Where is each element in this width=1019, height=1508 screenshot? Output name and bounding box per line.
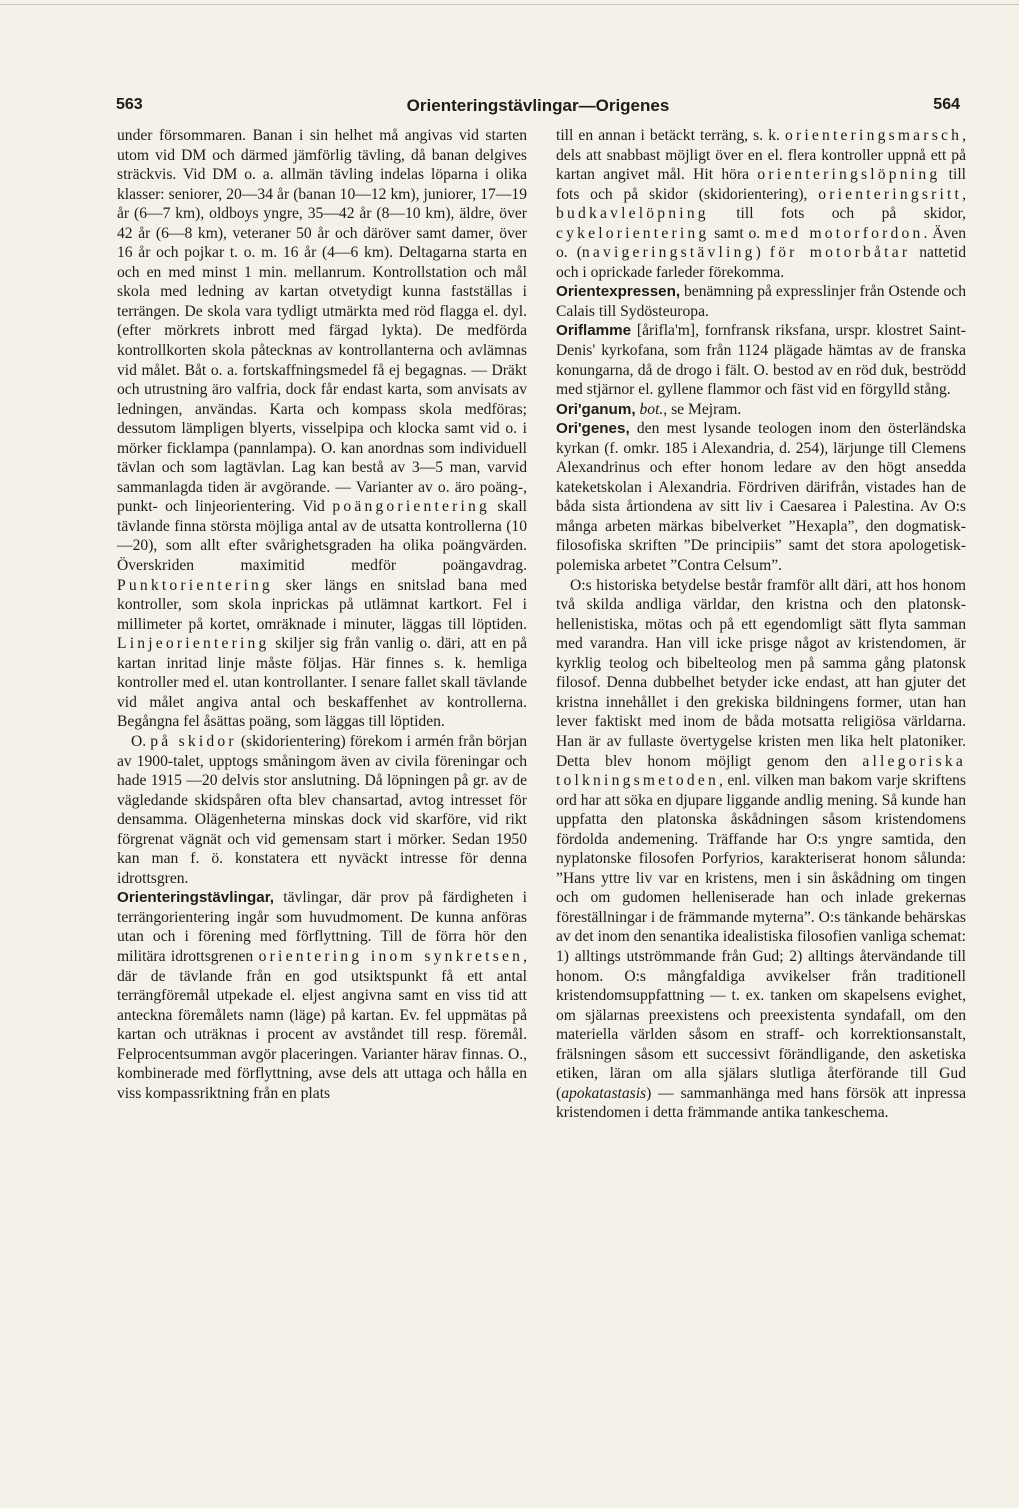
running-title: Orienteringstävlingar—Origenes xyxy=(406,96,670,115)
page-edge-line xyxy=(0,4,1019,5)
text-run: skall tävlande finna största möjliga antal av de utsatta kontrollerna (10—20), som allt efter svårighetsgraden ha olika poängvärden. Överskriden maximitid medför poängavdrag. xyxy=(117,498,527,575)
text-run: till fots och på skidor, xyxy=(708,205,966,223)
spaced-term: orientering inom synkretsen xyxy=(258,947,524,965)
text-run: [årifla'm], fornfransk riksfana, urspr. klostret Saint-Denis' kyrkofana, som från 1124 plägade hämtas av de franska konungarna, då de drogo i fält. O. bestod av en röd duk, beströdd med stjärnor el. gyllene flammor och fäst vid en förgylld stång. xyxy=(556,322,966,399)
text-run: sker längs en snitslad bana med kontroller, som skola inprickas på utlämnat kartkort. Fel i millimeter på kortet, omräknade i minuter, läggas till löptiden. xyxy=(117,576,527,633)
entry-oriflamme xyxy=(556,321,966,399)
text-run: till en annan i betäckt terräng, s. k. xyxy=(556,127,785,144)
text-run: skiljer sig från vanlig o. däri, att en på kartan inritad linje måste följas. Här finnes s. k. hemliga kontroller med el. utan kontrollanter. I senare fallet skall tävlande vid målet angiva antal och beskaffenhet av kontrollerna. Begångna fel åsättas poäng, som läggas till löptiden. xyxy=(117,635,527,731)
page-header xyxy=(116,96,960,118)
text-run: den mest lysande teologen inom den österländska kyrkan (f. omkr. 185 i Alexandria, d. 254), lärjunge till Clemens Alexandrinus och efter honom ledare av den högt ansedda kateketskolan i Alexandria. Fördriven därifrån, vistades han de båda sista årtiondena av sitt liv i Caesarea i Palestina. Av O:s många arbeten märkas bibelverket ”Hexapla”, den dogmatisk-filosofiska skriften ”De principiis” samt det stora apologetisk-polemiska arbetet ”Contra Celsum”. xyxy=(556,420,966,575)
spaced-term: med motorfordon xyxy=(765,224,924,242)
spaced-term: orienteringsmarsch xyxy=(784,127,963,144)
spaced-term: på skidor xyxy=(150,732,237,750)
entry-headword: Orientexpressen, xyxy=(556,283,681,301)
entry-headword: Ori'genes, xyxy=(556,420,630,438)
spaced-term: orienteringsritt xyxy=(818,185,963,203)
spaced-term: Linjeorientering xyxy=(117,635,270,653)
spaced-term: cykelorientering xyxy=(556,224,710,242)
spaced-term: allegoriska tolkningsmetoden xyxy=(556,752,966,790)
text-run: ) — sammanhänga med hans försök att inpressa kristendomen i detta främmande antika tankeschema. xyxy=(556,1084,966,1122)
paragraph-origenes-significance xyxy=(556,576,966,1123)
text-run: O. xyxy=(131,732,151,750)
spaced-term: navigeringstävling xyxy=(581,244,756,262)
spaced-term: för motorbåtar xyxy=(769,244,911,262)
text-run: samt o. xyxy=(709,224,765,242)
italic-term: apokatastasis xyxy=(561,1084,647,1102)
paragraph-orienteringstavlingar-continued xyxy=(556,126,966,282)
entry-origanum xyxy=(556,400,966,420)
entry-headword: Ori'ganum, xyxy=(556,400,636,418)
right-column xyxy=(556,126,966,1123)
page-number-left: 563 xyxy=(116,96,143,113)
paragraph-skidorientering xyxy=(117,732,527,888)
italic-abbreviation: bot. xyxy=(639,400,664,418)
text-run: , se Mejram. xyxy=(663,400,742,418)
entry-origenes xyxy=(556,419,966,575)
entry-headword: Orienteringstävlingar, xyxy=(117,889,274,907)
text-run: till fots och på skidor (skidorientering), xyxy=(556,166,966,203)
text-run: (skidorientering) förekom i armén från början av 1900-talet, upptogs småningom även av civila föreningar och hade 1915 —20 delvis stor anslutning. Då löpningen på gr. av de vägledande skidspåren ofta blev chansartad, avtog intresset för densamma. Olägenheterna minskas dock vid skarföre, vid rikt förgrenat vägnät och vid gemensam start i mörker. Sedan 1950 kan man f. ö. konstatera ett nyväckt intresse för denna idrottsgren. xyxy=(117,732,527,887)
text-run: O:s historiska betydelse består framför allt däri, att hos honom två skilda andliga världar, den kristna och den platonsk-hellenistiska, mötas och på ett egendomligt sätt flyta samman med varandra. Han vill icke prisge något av kristendomen, är kyrklig teolog och bibelteolog men på samma gång platonsk filosof. Denna dubbelhet betyder icke endast, att han gjuter det kristna innehållet i den grekiska bildningens former, utan han lever faktiskt med inom de båda motsatta religiösa världarna. Han är av fullaste övertygelse kristen men lika helt platoniker. Detta blev honom möjligt genom den xyxy=(556,576,966,770)
text-run: , där de tävlande från en god utsiktspunkt få ett antal terrängföremål utpekade el. eljest angivna samt en viss tid att anteckna föremålets namn (läge) på kartan. Ev. fel uppmätas på kartan och uträknas i procent av avståndet till resp. föremål. Felprocentsumman avgör placeringen. Varianter härav finnas. O., kombinerade med förflyttning, avse dels att uttaga och hålla en viss kompassriktning från en plats xyxy=(117,947,527,1102)
text-run: benämning på expresslinjer från Ostende och Calais till Sydösteuropa. xyxy=(556,283,966,320)
spaced-term: orienteringslöpning xyxy=(757,166,941,184)
text-run: ) xyxy=(755,244,770,262)
text-run: under försommaren. Banan i sin helhet må angivas vid starten utom vid DM och därmed jämförlig tävling, då banan delgives sträckvis. Vid DM o. a. allmän tävling indelas löparna i olika klasser: seniorer, 20—34 år (banan 10—12 km), juniorer, 17—19 år (6—7 km), oldboys yngre, 35—42 år (8—10 km), äldre, över 42 år (6—8 km), veteraner 50 år och däröver samt damer, över 16 år och pojkar t. o. m. 16 år (4—6 km). Deltagarna starta en och en med minst 1 min. mellanrum. Kontrollstation och mål skola med ledning av kartan otvetydigt kunna fastställas i terrängen. De skola vara tydligt utmärkta med röd flagga el. dyl. (efter mörkrets inbrott med färgad lykta). De medförda kontrollkorten skola påtecknas av kontrollanterna och avlämnas vid målet. Båt o. a. fortskaffningsmedel få ej begagnas. — Dräkt och utrustning äro valfria, dock får endast karta, som anvisats av ledningen, användas. Karta och kompass skola medföras; dessutom lämpligen blyerts, visselpipa och klocka samt vid o. i mörker ficklampa (pannlampa). O. kan anordnas som individuell tävlan och som lagtävlan. Lag kan bestå av 3—5 man, varvid sammanlagda tiden är avgörande. — Varianter av o. äro poäng-, punkt- och linjeorientering. Vid xyxy=(117,127,527,516)
text-run: , enl. vilken man bakom varje skriftens ord har att söka en djupare liggande andlig mening. Så kunde han uppfatta den platonska åskådningen såsom kristendomens fördolda andemening. Träffande har O:s yngre samtida, den nyplatonske filosofen Porfyrios, karakteriserat honom sålunda: ”Hans yttre liv var en kristens, men i sin åskådning om tingen och om gudomen helleniserade han och inlade grekernas föreställningar i de främmande myterna”. O:s tänkande behärskas av det inom den senantika idealistiska filosofien vanliga schemat: 1) alltings utströmmande från Gud; 2) alltings återvändande till honom. O:s mångfaldiga avvikelser från traditionell kristendomsuppfattning — t. ex. tanken om skapelsens evighet, om själarnas preexistens och preexistenta syndafall, om den materiella världen såsom en straff- och korrektionsanstalt, frälsningen såsom ett successivt förändligande, den asketiska etiken, läran om alla själars slutliga återförande till Gud ( xyxy=(556,772,966,1102)
entry-orienteringstavlingar xyxy=(117,888,527,1103)
page-number-right: 564 xyxy=(933,96,960,113)
entry-headword: Oriflamme xyxy=(556,322,632,340)
text-run: , dels att snabbast möjligt över en el. flera kontroller uppnå ett på kartan angivet mål. Hit höra xyxy=(556,127,966,184)
spaced-term: poängorientering xyxy=(332,498,491,516)
text-run: nattetid och i oprickade farleder förekomma. xyxy=(556,244,967,281)
text-run: . Även o. ( xyxy=(556,224,966,262)
text-run: , xyxy=(962,185,966,203)
entry-orientexpressen xyxy=(556,282,966,321)
text-run: tävlingar, där prov på färdigheten i terrängorientering ingår som huvudmoment. De kunna anföras utan och i förening med förflyttning. Till de förra hör den militära idrottsgrenen xyxy=(117,889,527,965)
spaced-term: Punktorientering xyxy=(117,576,274,594)
left-column xyxy=(117,126,527,1103)
paragraph-orientering-continued xyxy=(117,126,527,732)
spaced-term: budkavlelöpning xyxy=(556,205,709,223)
